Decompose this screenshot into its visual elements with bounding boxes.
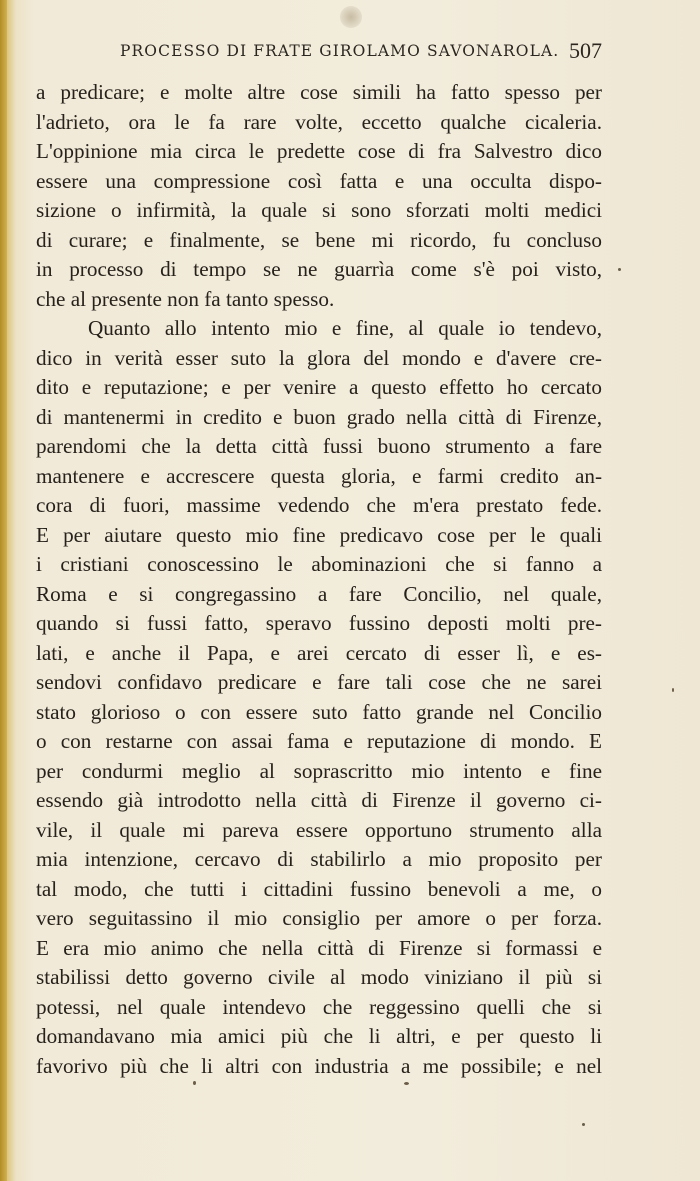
text-line: tal modo, che tutti i cittadini fussino benevoli a me, o bbox=[36, 876, 602, 901]
text-line: quando si fussi fatto, speravo fussino deposti molti pre- bbox=[36, 611, 602, 635]
body-text bbox=[36, 78, 602, 1081]
text-line: che al presente non fa tanto spesso. bbox=[36, 286, 335, 311]
running-head: PROCESSO DI FRATE GIROLAMO SAVONAROLA. bbox=[120, 42, 560, 60]
text-line: Quanto allo intento mio e fine, al quale io tendevo, bbox=[88, 316, 602, 340]
text-line: favorivo più che li altri con industria a me possibile; e nel bbox=[36, 1053, 602, 1078]
text-line: potessi, nel quale intendevo che reggessino quelli che si bbox=[36, 994, 602, 1019]
text-line: E per aiutare questo mio fine predicavo cose per le quali bbox=[36, 522, 602, 547]
text-line: stabilissi detto governo civile al modo viniziano il più si bbox=[36, 965, 602, 989]
text-line: essere una compressione così fatta e una occulta dispo- bbox=[36, 168, 602, 193]
text-line: cora di fuori, massime vedendo che m'era prestato fede. bbox=[36, 493, 602, 517]
text-line: o con restarne con assai fama e reputazione di mondo. E bbox=[36, 729, 602, 753]
text-line: a predicare; e molte altre cose simili ha fatto spesso per bbox=[36, 80, 602, 104]
page-gutter-edge bbox=[0, 0, 7, 1181]
text-line: per condurmi meglio al soprascritto mio intento e fine bbox=[36, 758, 602, 783]
text-line: E era mio animo che nella città di Firenze si formassi e bbox=[36, 935, 602, 960]
text-line: di mantenermi in credito e buon grado nella città di Firenze, bbox=[36, 404, 602, 429]
page-header bbox=[120, 38, 600, 66]
text-line: l'adrieto, ora le fa rare volte, eccetto qualche cicaleria. bbox=[36, 109, 602, 134]
text-line: i cristiani conoscessino le abominazioni che si fanno a bbox=[36, 552, 602, 576]
text-line: Roma e si congregassino a fare Concilio, nel quale, bbox=[36, 581, 602, 606]
text-line: stato glorioso o con essere suto fatto grande nel Concilio bbox=[36, 699, 602, 724]
text-line: sizione o infirmità, la quale si sono sforzati molti medici bbox=[36, 198, 602, 222]
text-line: dico in verità esser suto la glora del mondo e d'avere cre- bbox=[36, 345, 602, 370]
ink-speck bbox=[582, 1123, 585, 1126]
text-line: di curare; e finalmente, se bene mi ricordo, fu concluso bbox=[36, 227, 602, 252]
ink-speck bbox=[672, 688, 674, 692]
text-line: vile, il quale mi pareva essere opportuno strumento alla bbox=[36, 817, 602, 842]
text-line: sendovi confidavo predicare e fare tali cose che ne sarei bbox=[36, 670, 602, 694]
text-line: in processo di tempo se ne guarrìa come s'è poi visto, bbox=[36, 257, 602, 281]
ink-speck bbox=[618, 268, 621, 271]
paper-stain bbox=[340, 6, 362, 28]
text-line: lati, e anche il Papa, e arei cercato di esser lì, e es- bbox=[36, 640, 602, 665]
text-line: mia intenzione, cercavo di stabilirlo a mio proposito per bbox=[36, 847, 602, 871]
text-line: essendo già introdotto nella città di Firenze il governo ci- bbox=[36, 788, 602, 812]
text-line: L'oppinione mia circa le predette cose di fra Salvestro dico bbox=[36, 139, 602, 163]
text-line: vero seguitassino il mio consiglio per amore o per forza. bbox=[36, 906, 602, 930]
ink-speck bbox=[193, 1081, 196, 1085]
text-line: mantenere e accrescere questa gloria, e farmi credito an- bbox=[36, 463, 602, 488]
page-number: 507 bbox=[569, 38, 602, 63]
text-line: dito e reputazione; e per venire a questo effetto ho cercato bbox=[36, 375, 602, 399]
text-line: parendomi che la detta città fussi buono strumento a fare bbox=[36, 434, 602, 458]
text-line: domandavano mia amici più che li altri, e per questo li bbox=[36, 1024, 602, 1048]
ink-speck bbox=[404, 1082, 409, 1085]
